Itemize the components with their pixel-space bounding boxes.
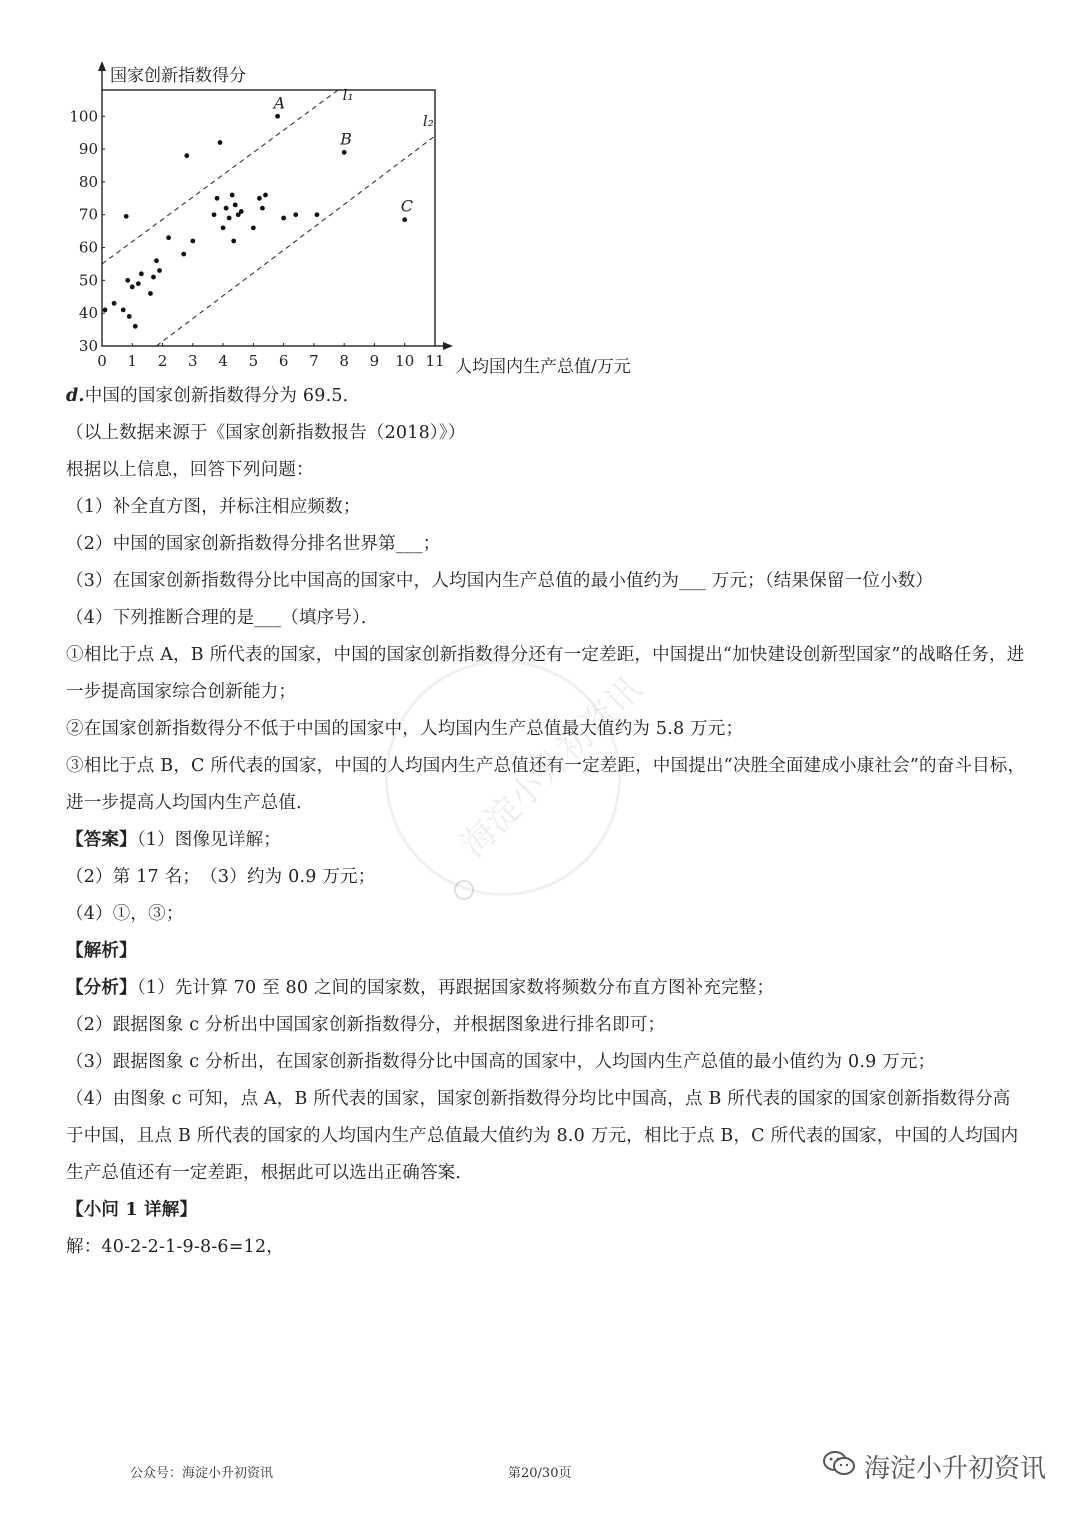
data-point xyxy=(293,212,298,217)
option-3: ③相比于点 B，C 所代表的国家，中国的人均国内生产总值还有一定差距，中国提出“决胜全面建成小康社会”的奋斗目标，进一步提高人均国内生产总值． xyxy=(66,756,1026,813)
brand-watermark xyxy=(822,1448,1046,1485)
plot-frame xyxy=(102,90,435,346)
data-point xyxy=(181,252,186,257)
data-point xyxy=(148,291,153,296)
data-point xyxy=(151,275,156,280)
data-point xyxy=(127,314,132,319)
dashed-line-2 xyxy=(156,136,435,346)
line-label-2: l₂ xyxy=(422,112,434,131)
data-point xyxy=(166,235,171,240)
data-point xyxy=(125,278,130,283)
option-2: ②在国家创新指数得分不低于中国的国家中，人均国内生产总值最大值约为 5.8 万元； xyxy=(66,719,744,739)
point-label-A: A xyxy=(273,93,286,113)
data-point xyxy=(342,150,347,155)
question-2: （2）中国的国家创新指数得分排名世界第___； xyxy=(66,534,441,554)
data-point xyxy=(263,193,268,198)
analysis-heading: 【解析】 xyxy=(66,941,137,961)
data-point xyxy=(224,206,229,211)
fenxi-3: （3）跟据图象 c 分析出，在国家创新指数得分比中国高的国家中，人均国内生产总值的最小值约为 0.9 万元； xyxy=(66,1052,936,1072)
brand-watermark-text: 海淀小升初资讯 xyxy=(863,1454,1046,1484)
y-tick-label: 80 xyxy=(78,172,98,191)
data-point xyxy=(257,196,262,201)
data-point xyxy=(402,217,407,222)
fenxi-4: （4）由图象 c 可知，点 A，B 所代表的国家，国家创新指数得分均比中国高，点 B 所代表的国家的国家创新指数得分高于中国，且点 B 所代表的国家的人均国内生产总值最大值约为 8.0 万元，相比于点 B，C 所代表的国家，中国的人均国内生产总值还有一定差距，根据此可以选出正确答案． xyxy=(66,1089,1019,1183)
x-tick-label: 6 xyxy=(278,352,289,370)
data-point xyxy=(221,225,226,230)
data-point xyxy=(103,307,108,312)
wechat-icon xyxy=(822,1449,856,1484)
data-point xyxy=(230,193,235,198)
point-label-B: B xyxy=(340,129,352,149)
y-tick-label: 30 xyxy=(78,337,98,355)
question-3: （3）在国家创新指数得分比中国高的国家中，人均国内生产总值的最小值约为___ 万元；（结果保留一位小数） xyxy=(66,571,934,591)
data-point xyxy=(281,216,286,221)
question-1: （1）补全直方图，并标注相应频数； xyxy=(66,497,361,517)
data-point xyxy=(218,140,223,145)
data-source: （以上数据来源于《国家创新指数报告（2018）》） xyxy=(66,423,466,443)
data-point xyxy=(154,258,159,263)
data-point xyxy=(139,271,144,276)
fenxi-1: 【分析】（1）先计算 70 至 80 之间的国家数，再跟据国家数将频数分布直方图补充完整； xyxy=(66,978,775,998)
data-point xyxy=(275,114,280,119)
x-tick-label: 7 xyxy=(309,352,319,370)
document-body xyxy=(66,378,1026,1266)
y-tick-label: 70 xyxy=(78,205,98,224)
y-axis-arrowhead xyxy=(98,61,106,71)
seal-watermark-text: 海淀小升初资讯 xyxy=(453,668,650,866)
statement-d: d.中国的国家创新指数得分为 69.5． xyxy=(66,386,361,406)
x-tick-label: 11 xyxy=(425,352,445,370)
answer-4: （4）①，③； xyxy=(66,904,184,924)
data-point xyxy=(121,307,126,312)
data-point xyxy=(112,301,117,306)
y-tick-label: 40 xyxy=(78,304,98,323)
data-point xyxy=(251,225,256,230)
question-4: （4）下列推断合理的是___（填序号）． xyxy=(66,608,379,628)
data-point xyxy=(315,212,320,217)
data-point xyxy=(212,212,217,217)
page-number: 第20/30页 xyxy=(508,1466,572,1481)
scatter-chart xyxy=(60,55,660,380)
x-tick-label: 9 xyxy=(369,352,380,370)
data-point xyxy=(233,202,238,207)
y-axis-label: 国家创新指数得分 xyxy=(110,66,246,86)
line-label-1: l₁ xyxy=(342,85,354,104)
y-tick-label: 100 xyxy=(69,107,98,126)
data-point xyxy=(231,239,236,244)
y-tick-label: 60 xyxy=(78,238,98,257)
sub-question-1-solution: 解：40-2-2-1-9-8-6=12， xyxy=(66,1237,284,1257)
x-tick-label: 2 xyxy=(157,352,168,370)
data-point xyxy=(260,206,265,211)
data-point xyxy=(157,268,162,273)
x-tick-label: 5 xyxy=(248,352,259,370)
data-point xyxy=(133,324,138,329)
footer-account: 公众号：海淀小升初资讯 xyxy=(130,1466,274,1481)
intro-text: 根据以上信息，回答下列问题： xyxy=(66,460,314,480)
x-tick-label: 8 xyxy=(339,352,349,370)
data-point xyxy=(190,239,195,244)
x-axis-arrowhead xyxy=(443,342,453,350)
data-point xyxy=(227,216,232,221)
y-tick-label: 50 xyxy=(78,271,98,290)
data-point xyxy=(215,196,220,201)
x-axis-label: 人均国内生产总值/万元 xyxy=(455,357,631,377)
answer-2-3: （2）第 17 名； （3）约为 0.9 万元； xyxy=(66,867,376,887)
dashed-line-1 xyxy=(102,90,338,264)
x-tick-label: 3 xyxy=(188,352,198,370)
fenxi-2: （2）跟据图象 c 分析出中国国家创新指数得分，并根据图象进行排名即可； xyxy=(66,1015,666,1035)
x-tick-label: 10 xyxy=(395,352,415,370)
data-point xyxy=(184,153,189,158)
data-point xyxy=(239,209,244,214)
answer-1: 【答案】（1）图像见详解； xyxy=(66,830,281,850)
x-tick-label: 0 xyxy=(97,352,107,370)
sub-question-1-heading: 【小问 1 详解】 xyxy=(66,1200,198,1220)
x-tick-label: 4 xyxy=(218,352,228,370)
data-point xyxy=(136,281,141,286)
option-1: ①相比于点 A，B 所代表的国家，中国的国家创新指数得分还有一定差距，中国提出“加快建设创新型国家”的战略任务，进一步提高国家综合创新能力； xyxy=(66,645,1025,702)
data-point xyxy=(130,285,135,290)
data-point xyxy=(124,214,129,219)
x-tick-label: 1 xyxy=(127,352,138,370)
y-tick-label: 90 xyxy=(78,140,98,159)
point-label-C: C xyxy=(400,196,413,216)
